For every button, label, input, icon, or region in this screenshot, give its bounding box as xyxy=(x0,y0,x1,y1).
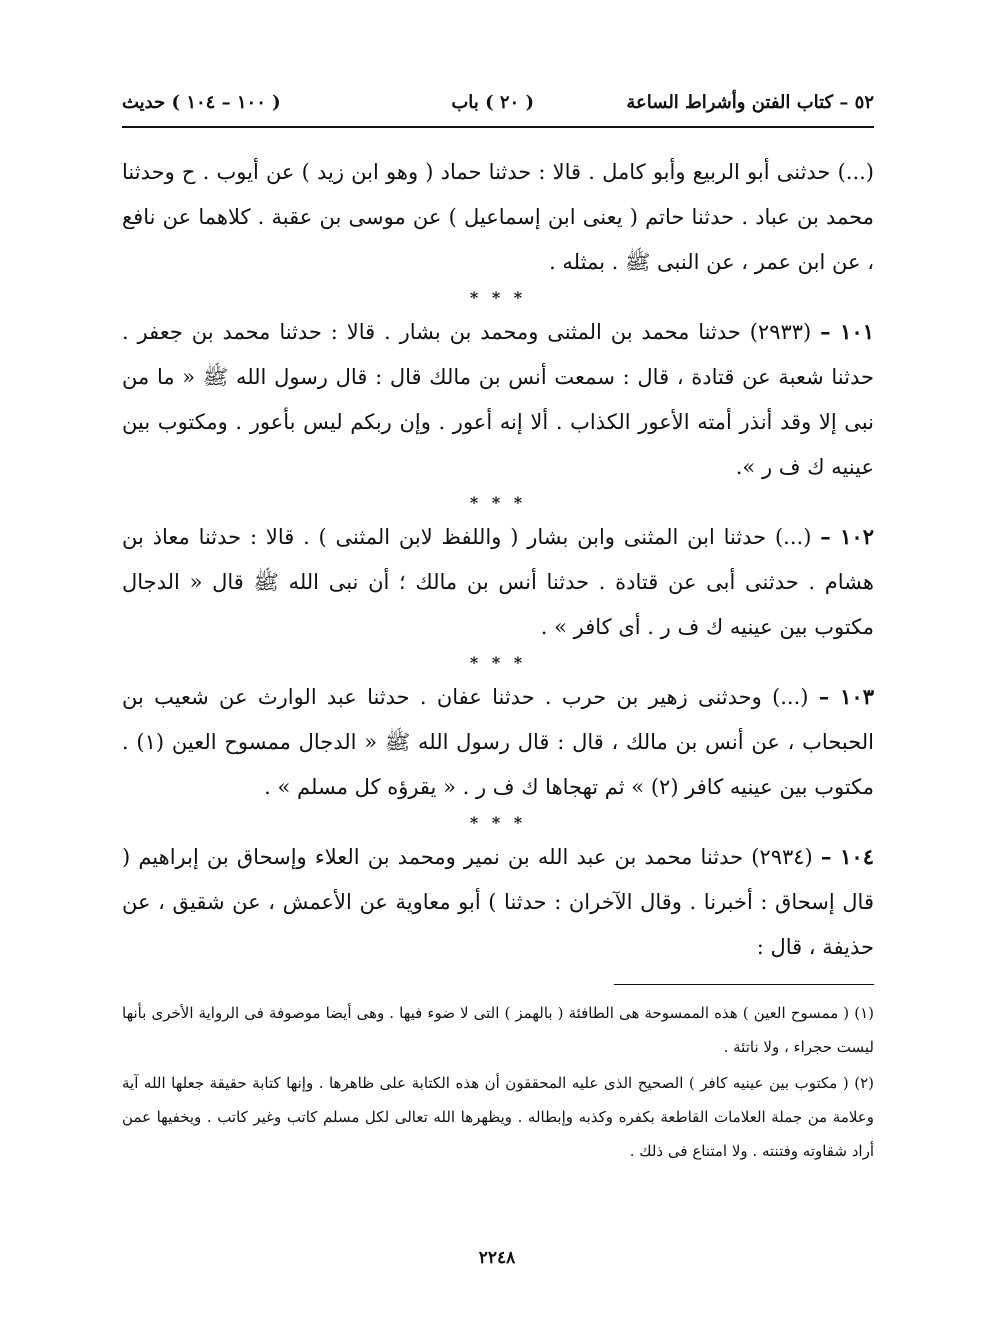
footnote-2: (٢) ( مكتوب بين عينيه كافر ) الصحيح الذى عليه المحققون أن هذه الكتابة على ظاهرها . وإنها كتابة حقيقة جعلها الله آية وعلامة من جملة العلامات القاطعة بكفره وكذبه وإبطاله . ويظهرها الله تعالى لكل مسلم كاتب وغير كاتب . ويخفيها عمن أراد شقاوته وفتنته . ولا امتناع فى ذلك . xyxy=(122,1074,874,1160)
section-separator: * * * xyxy=(469,288,527,307)
hadith-paragraph xyxy=(122,834,874,970)
footnote-divider xyxy=(614,984,874,985)
hadith-number: ١٠٢ – xyxy=(820,524,874,549)
header-chapter: ( ٢٠ ) باب xyxy=(451,92,534,113)
hadith-text: (...) حدثنا ابن المثنى وابن بشار ( واللفظ لابن المثنى ) . قالا : حدثنا معاذ بن هشام . حدثنى أبى عن قتادة . حدثنا أنس بن مالك ؛ أن نبى الله ﷺ قال « الدجال مكتوب بين عينيه ك ف ر . أى كافر » . xyxy=(122,525,874,639)
header-divider xyxy=(122,126,874,128)
hadith-text: (٢٩٣٤) حدثنا محمد بن عبد الله بن نمير ومحمد بن العلاء وإسحاق بن إبراهيم ( قال إسحاق : أخبرنا . وقال الآخران : حدثنا ) أبو معاوية عن الأعمش ، عن شقيق ، عن حذيفة ، قال : xyxy=(122,845,874,959)
footnote-1: (١) ( ممسوح العين ) هذه الممسوحة هى الطافئة ( بالهمز ) التى لا ضوء فيها . وهى أيضا موصوفة فى الرواية الأخرى بأنها ليست حجراء ، ولا ناتئة . xyxy=(122,1004,874,1056)
hadith-number: ١٠١ – xyxy=(820,319,874,344)
hadith-paragraph xyxy=(122,150,874,285)
section-separator: * * * xyxy=(469,653,527,672)
hadith-text: (٢٩٣٣) حدثنا محمد بن المثنى ومحمد بن بشار . قالا : حدثنا محمد بن جعفر . حدثنا شعبة عن قتادة ، قال : سمعت أنس بن مالك قال : قال رسول الله ﷺ « ما من نبى إلا وقد أنذر أمته الأعور الكذاب . ألا إنه أعور . وإن ربكم ليس بأعور . ومكتوب بين عينيه ك ف ر ». xyxy=(122,320,874,479)
header-book-title: ٥٢ – كتاب الفتن وأشراط الساعة xyxy=(626,92,874,113)
hadith-paragraph xyxy=(122,309,874,490)
hadith-text: (...) حدثنى أبو الربيع وأبو كامل . قالا : حدثنا حماد ( وهو ابن زيد ) عن أيوب . ح وحدثنا محمد بن عباد . حدثنا حاتم ( يعنى ابن إسماعيل ) عن موسى بن عقبة . كلاهما عن نافع ، عن ابن عمر ، عن النبى ﷺ . بمثله . xyxy=(122,160,874,274)
hadith-paragraph xyxy=(122,674,874,810)
hadith-text: (...) وحدثنى زهير بن حرب . حدثنا عفان . حدثنا عبد الوارث عن شعيب بن الحبحاب ، عن أنس بن مالك ، قال : قال رسول الله ﷺ « الدجال ممسوح العين (١) . مكتوب بين عينيه كافر (٢) » ثم تهجاها ك ف ر . « يقرؤه كل مسلم » . xyxy=(122,685,875,799)
section-separator: * * * xyxy=(469,493,527,512)
hadith-paragraph xyxy=(122,514,874,650)
hadith-number: ١٠٣ – xyxy=(818,684,874,709)
header-hadith-range: ( ١٠٠ – ١٠٤ ) حديث xyxy=(122,92,281,113)
section-separator: * * * xyxy=(469,813,527,832)
hadith-number: ١٠٤ – xyxy=(820,844,874,869)
main-text xyxy=(122,150,874,970)
page-number: ٢٢٤٨ xyxy=(478,1248,516,1268)
running-header xyxy=(122,92,874,128)
footnotes xyxy=(122,996,874,1170)
